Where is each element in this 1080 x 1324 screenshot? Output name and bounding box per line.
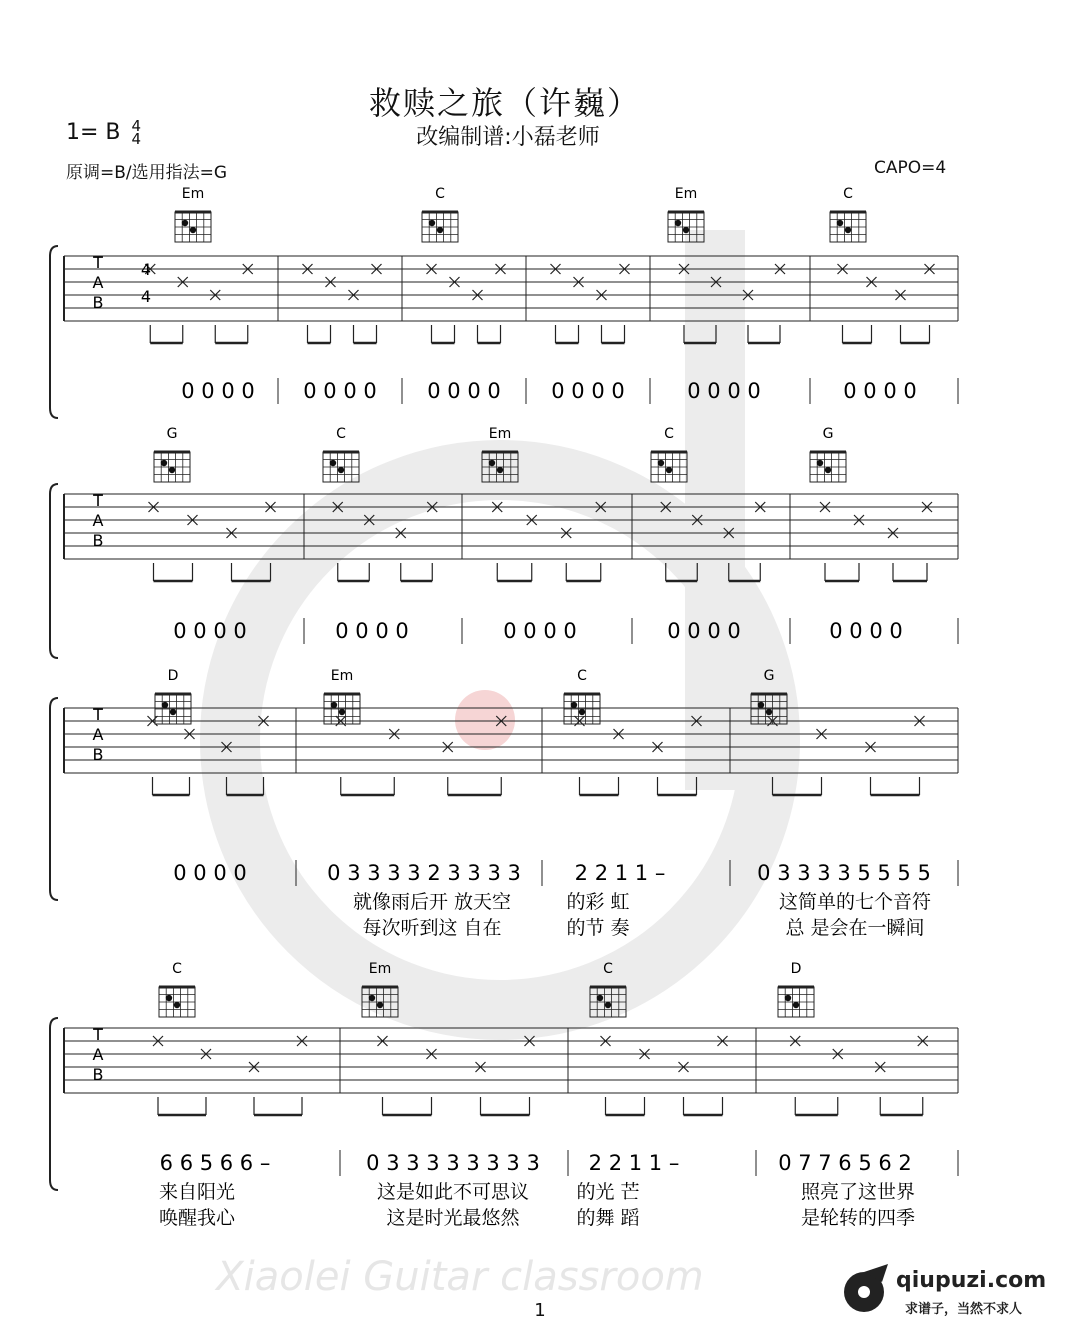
jianpu-measure: 0 0 0 0 bbox=[173, 619, 247, 643]
lyric-line-1: 的光 芒 bbox=[576, 1181, 640, 1203]
chord-finger-dot bbox=[489, 460, 495, 466]
chord-finger-dot bbox=[166, 995, 172, 1001]
system-bracket bbox=[50, 484, 58, 658]
jianpu-measure: 0 0 0 0 bbox=[335, 619, 409, 643]
lyric-line-2: 是轮转的四季 bbox=[800, 1207, 916, 1229]
jianpu-measure: 6 6 5 6 6 – bbox=[159, 1151, 271, 1175]
page-title: 救赎之旅（许巍） bbox=[368, 84, 641, 122]
lyric-line-2: 的节 奏 bbox=[566, 917, 630, 939]
tuning-info: 原调=B/选用指法=G bbox=[66, 163, 228, 183]
chord-finger-dot bbox=[825, 467, 831, 473]
tab-clef-a: A bbox=[92, 511, 104, 530]
chord-name-g: G bbox=[763, 668, 775, 684]
chord-finger-dot bbox=[331, 702, 337, 708]
chord-finger-dot bbox=[190, 227, 196, 233]
system-bracket bbox=[50, 1018, 58, 1190]
jianpu-measure: 0 0 0 0 bbox=[173, 861, 247, 885]
watermark-text: Xiaolei Guitar classroom bbox=[216, 1254, 704, 1300]
system-bracket bbox=[50, 698, 58, 900]
tab-clef-b: B bbox=[92, 745, 104, 764]
chord-name-c: C bbox=[843, 186, 853, 202]
chord-finger-dot bbox=[437, 227, 443, 233]
chord-name-d: D bbox=[790, 961, 802, 977]
jianpu-measure: 0 0 0 0 bbox=[551, 379, 625, 403]
chord-finger-dot bbox=[429, 220, 435, 226]
chord-name-g: G bbox=[166, 426, 178, 442]
chord-finger-dot bbox=[766, 709, 772, 715]
time-signature-bottom: 4 bbox=[131, 130, 142, 148]
chord-finger-dot bbox=[377, 1002, 383, 1008]
jianpu-measure: 0 3 3 3 3 3 3 3 3 bbox=[366, 1151, 540, 1175]
chord-finger-dot bbox=[817, 460, 823, 466]
jianpu-measure: 0 0 0 0 bbox=[503, 619, 577, 643]
chord-name-c: C bbox=[577, 668, 587, 684]
jianpu-measure: 0 3 3 3 3 5 5 5 5 bbox=[757, 861, 931, 885]
lyric-line-1: 这简单的七个音符 bbox=[778, 891, 932, 913]
chord-finger-dot bbox=[683, 227, 689, 233]
jianpu-measure: 0 0 0 0 bbox=[427, 379, 501, 403]
jianpu-measure: 0 0 0 0 bbox=[829, 619, 903, 643]
jianpu-measure: 0 0 0 0 bbox=[687, 379, 761, 403]
page-number: 1 bbox=[534, 1300, 546, 1321]
chord-name-d: D bbox=[167, 668, 179, 684]
lyric-line-1: 照亮了这世界 bbox=[800, 1181, 916, 1203]
site-name: qiupuzi.com bbox=[896, 1268, 1047, 1293]
chord-finger-dot bbox=[571, 702, 577, 708]
jianpu-measure: 2 2 1 1 – bbox=[588, 1151, 680, 1175]
lyric-line-2: 唤醒我心 bbox=[158, 1207, 236, 1229]
tab-clef-b: B bbox=[92, 1065, 104, 1084]
tab-clef-t: T bbox=[93, 491, 103, 510]
tab-clef-t: T bbox=[93, 253, 103, 272]
chord-finger-dot bbox=[169, 467, 175, 473]
capo-info: CAPO=4 bbox=[874, 158, 947, 178]
chord-finger-dot bbox=[658, 460, 664, 466]
chord-finger-dot bbox=[170, 709, 176, 715]
chord-name-g: G bbox=[822, 426, 834, 442]
tab-clef-b: B bbox=[92, 531, 104, 550]
chord-finger-dot bbox=[579, 709, 585, 715]
jianpu-measure: 0 7 7 6 5 6 2 bbox=[778, 1151, 912, 1175]
chord-finger-dot bbox=[758, 702, 764, 708]
key-label: 1= B bbox=[66, 120, 121, 145]
jianpu-measure: 0 0 0 0 bbox=[303, 379, 377, 403]
chord-finger-dot bbox=[845, 227, 851, 233]
tab-clef-b: B bbox=[92, 293, 104, 312]
tab-clef-a: A bbox=[92, 725, 104, 744]
chord-finger-dot bbox=[338, 467, 344, 473]
chord-name-em: Em bbox=[674, 186, 698, 202]
chord-finger-dot bbox=[182, 220, 188, 226]
chord-finger-dot bbox=[597, 995, 603, 1001]
jianpu-measure: 0 3 3 3 3 2 3 3 3 3 bbox=[327, 861, 521, 885]
system-bracket bbox=[50, 246, 58, 418]
chord-name-c: C bbox=[172, 961, 182, 977]
chord-finger-dot bbox=[666, 467, 672, 473]
chord-name-em: Em bbox=[488, 426, 512, 442]
site-slogan: 求谱子，当然不求人 bbox=[905, 1302, 1023, 1317]
chord-finger-dot bbox=[174, 1002, 180, 1008]
chord-name-c: C bbox=[603, 961, 613, 977]
chord-name-em: Em bbox=[368, 961, 392, 977]
jianpu-measure: 0 0 0 0 bbox=[667, 619, 741, 643]
chord-finger-dot bbox=[793, 1002, 799, 1008]
lyric-line-2: 总 是会在一瞬间 bbox=[785, 917, 925, 939]
jianpu-measure: 2 2 1 1 – bbox=[574, 861, 666, 885]
time-signature-top: 4 bbox=[131, 117, 142, 135]
tab-clef-a: A bbox=[92, 1045, 104, 1064]
tab-clef-t: T bbox=[93, 705, 103, 724]
jianpu-measure: 0 0 0 0 bbox=[843, 379, 917, 403]
tab-time-top: 4 bbox=[140, 260, 152, 279]
lyric-line-2: 每次听到这 自在 bbox=[362, 917, 502, 939]
chord-finger-dot bbox=[497, 467, 503, 473]
lyric-line-1: 这是如此不可思议 bbox=[376, 1181, 530, 1203]
tab-clef-a: A bbox=[92, 273, 104, 292]
chord-finger-dot bbox=[330, 460, 336, 466]
chord-name-c: C bbox=[336, 426, 346, 442]
lyric-line-1: 就像雨后开 放天空 bbox=[352, 891, 512, 913]
chord-name-c: C bbox=[664, 426, 674, 442]
chord-finger-dot bbox=[837, 220, 843, 226]
lyric-line-1: 来自阳光 bbox=[158, 1181, 236, 1203]
chord-finger-dot bbox=[785, 995, 791, 1001]
lyric-line-2: 这是时光最悠然 bbox=[386, 1207, 520, 1229]
chord-finger-dot bbox=[162, 702, 168, 708]
chord-name-c: C bbox=[435, 186, 445, 202]
chord-finger-dot bbox=[161, 460, 167, 466]
chord-name-em: Em bbox=[330, 668, 354, 684]
tab-time-bottom: 4 bbox=[140, 287, 152, 306]
chord-name-em: Em bbox=[181, 186, 205, 202]
chord-finger-dot bbox=[369, 995, 375, 1001]
chord-finger-dot bbox=[339, 709, 345, 715]
arranger-credit: 改编制谱:小磊老师 bbox=[416, 125, 600, 150]
chord-finger-dot bbox=[675, 220, 681, 226]
chord-finger-dot bbox=[605, 1002, 611, 1008]
tab-clef-t: T bbox=[93, 1025, 103, 1044]
jianpu-measure: 0 0 0 0 bbox=[181, 379, 255, 403]
lyric-line-2: 的舞 蹈 bbox=[576, 1207, 640, 1229]
lyric-line-1: 的彩 虹 bbox=[566, 891, 630, 913]
